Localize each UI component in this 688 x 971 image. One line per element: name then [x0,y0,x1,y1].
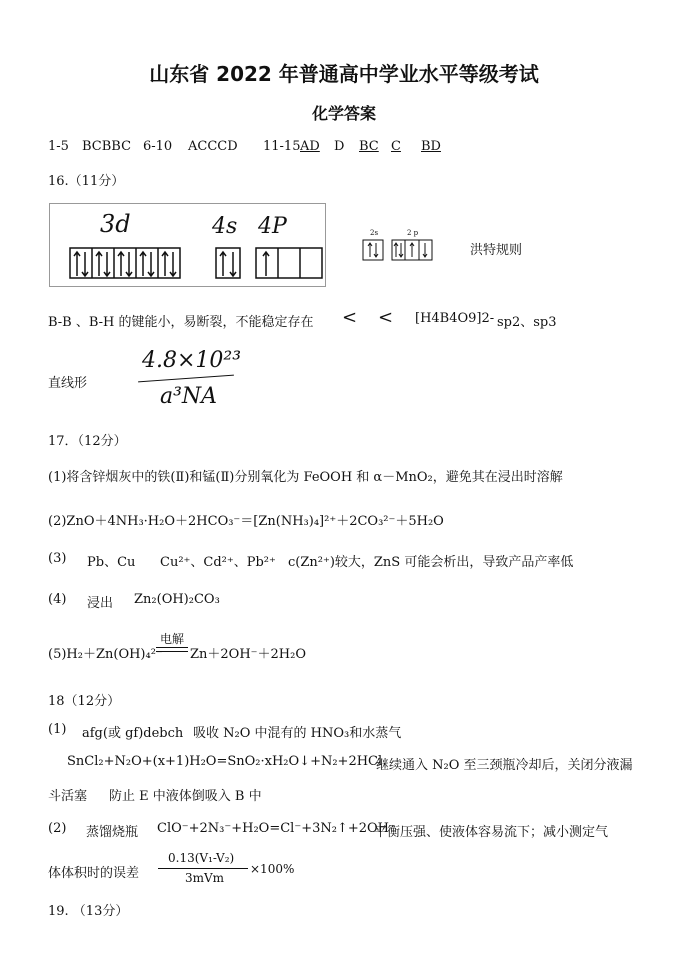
q18-equation-1: SnCl₂+N₂O+(x+1)H₂O=SnO₂·xH₂O↓+N₂+2HCl [67,754,383,769]
answer-11: AD [300,139,320,154]
q17-part4-formula: Zn₂(OH)₂CO₃ [134,592,220,607]
printed-orbital-boxes [362,239,434,261]
q17-part1: (1)将含锌烟灰中的铁(Ⅱ)和锰(Ⅱ)分别氧化为 FeOOH 和 α－MnO₂，避免其在浸出时溶解 [48,470,563,485]
q18-part1-label: (1) [48,722,67,737]
hund-rule: 洪特规则 [470,243,523,258]
q17-part3-reason: c(Zn²⁺)较大，ZnS 可能会析出，导致产品产率低 [288,555,574,570]
page-subtitle: 化学答案 [311,104,376,123]
reaction-arrow [156,647,188,652]
compare-2: < [378,307,394,328]
q17-part4-step: 浸出 [87,596,114,611]
q17-part5-left: (5)H₂＋Zn(OH)₄²⁻ [48,647,163,662]
compare-1: < [342,307,358,328]
percent-factor: ×100% [250,862,295,876]
hybridization: sp2、sp3 [497,315,557,330]
label-4p: 4P [258,214,287,239]
q18-equation-2: ClO⁻+2N₃⁻+H₂O=Cl⁻+3N₂↑+2OH⁻ [157,821,396,836]
q18-heading: 18（12分） [48,694,121,709]
mc-range-3: 11-15 [263,139,301,154]
fraction-bar [138,375,234,383]
label-3d: 3d [100,210,131,238]
mc-answers-1: BCBBC [82,139,132,154]
q17-part2: (2)ZnO＋4NH₃·H₂O＋2HCO₃⁻＝[Zn(NH₃)₄]²⁺＋2CO₃²⁻＋5H₂O [48,514,444,529]
mc-range-2: 6-10 [143,139,173,154]
q18-prevent-backflow: 防止 E 中液体倒吸入 B 中 [109,789,262,804]
density-denominator: a³NA [160,384,218,409]
q18-absorb-purpose: 吸收 N₂O 中混有的 HNO₃和水蒸气 [193,726,402,741]
mc-range-1: 1-5 [48,139,69,154]
q17-part5-right: Zn＋2OH⁻＋2H₂O [190,647,307,662]
q18-apparatus: 蒸馏烧瓶 [86,825,139,840]
q18-purpose: 平衡压强、使液体容易流下；减小测定气 [374,825,609,840]
label-2s: 2s [370,229,379,237]
q17-part3-label: (3) [48,551,67,566]
q16-bond-text: B-B 、B-H 的键能小，易断裂，不能稳定存在 [48,315,314,330]
q17-part4-label: (4) [48,592,67,607]
q18-part2-label: (2) [48,821,67,836]
q17-part3-ions: Cu²⁺、Cd²⁺、Pb²⁺ [160,555,276,570]
q17-heading: 17．（12分） [48,434,127,449]
fraction-denominator: 3mVm [185,871,225,885]
q18-purpose-cont: 体体积时的误差 [48,866,140,881]
label-4s: 4s [212,214,238,239]
label-2p: 2 p [407,229,419,237]
handwritten-orbital-diagram [49,203,326,287]
density-numerator: 4.8×10²³ [142,348,242,373]
q17-part3-residue: Pb、Cu [87,555,136,570]
shape-answer: 直线形 [48,376,88,391]
q16-heading: 16.（11分） [48,174,125,189]
answer-13: BC [359,139,379,154]
answer-14: C [391,139,401,154]
answer-15: BD [421,139,441,154]
page-title: 山东省 2022 年普通高中学业水平等级考试 [149,62,539,86]
q18-connection-order: afg(或 gf)debch [82,726,184,741]
answer-12: D [334,139,345,154]
fraction-numerator: 0.13(V₁-V₂) [168,851,235,865]
q18-operation-cont: 斗活塞 [48,789,88,804]
q18-operation: 继续通入 N₂O 至三颈瓶冷却后，关闭分液漏 [376,758,633,773]
q19-heading: 19. （13分） [48,904,129,919]
fraction-line [158,868,248,869]
electrolysis-condition: 电解 [160,632,185,646]
borate-ion: [H4B4O9]2- [415,311,495,326]
mc-answers-2: ACCCD [188,139,238,154]
